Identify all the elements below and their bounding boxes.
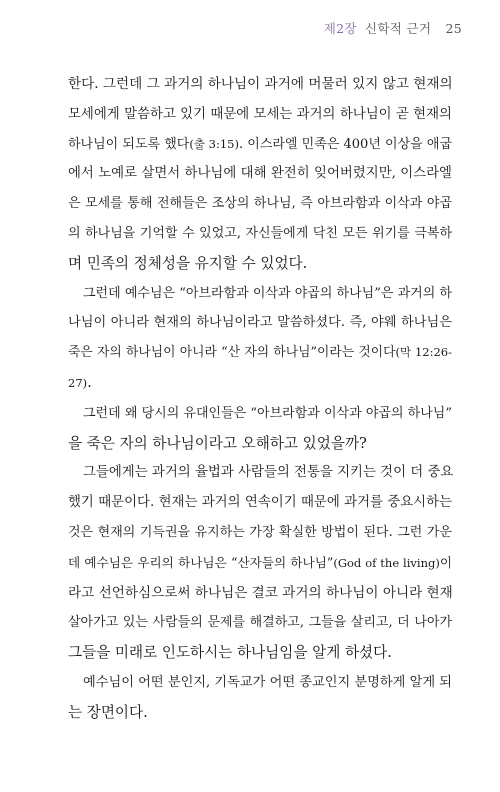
text-line: 그들에게는 과거의 율법과 사람들의 전통을 지키는 것이 더 중요 (83, 465, 454, 481)
text-span: . 이스라엘 민족은 400년 이상을 애굽 (238, 136, 452, 152)
scripture-reference: 27) (68, 375, 88, 390)
text-line (68, 130, 452, 160)
text-line: 것은 현재의 기득권을 유지하는 가장 확실한 방법이 된다. 그런 가운 (68, 524, 452, 540)
scripture-reference: (막 12:26- (395, 345, 452, 360)
chapter-label: 제2장 (323, 21, 357, 36)
text-line (68, 338, 452, 368)
text-line: 모세에게 말씀하고 있기 때문에 모세는 과거의 하나님이 곧 현재의 (68, 106, 452, 122)
text-line: 라고 선언하심으로써 하나님은 결코 과거의 하나님이 아니라 현재 (68, 584, 453, 601)
text-line: 그들을 미래로 인도하시는 하나님임을 알게 하셨다. (68, 644, 392, 662)
text-span: 죽은 자의 하나님이 아니라 “산 자의 하나님”이라는 것이다 (68, 345, 396, 361)
text-line: 에서 노예로 살면서 하나님에 대해 완전히 잊어버렸지만, 이스라엘 (68, 166, 452, 182)
text-line (68, 548, 452, 579)
text-span: . (87, 373, 92, 391)
text-line: 며 민족의 정체성을 유지할 수 있었다. (68, 254, 308, 272)
page-number: 25 (445, 21, 462, 36)
text-span: 하나님이 되도록 했다 (68, 136, 190, 152)
text-line: 는 장면이다. (68, 703, 148, 721)
text-line: 예수님이 어떤 분인지, 기독교가 어떤 종교인지 분명하게 알게 되 (83, 674, 452, 690)
text-line: 살아가고 있는 사람들의 문제를 해결하고, 그들을 살리고, 더 나아가 (68, 615, 452, 631)
text-line: 그런데 왜 당시의 유대인들은 “아브라함과 이삭과 야곱의 하나님” (83, 405, 452, 421)
text-line: 나님이 아니라 현재의 하나님이라고 말씀하셨다. 즉, 야웨 하나님은 (68, 315, 452, 331)
text-line: 했기 때문이다. 현재는 과거의 연속이기 때문에 과거를 중요시하는 (68, 495, 452, 511)
text-span: 데 예수님은 우리의 하나님은 “산자들의 하나님” (68, 554, 334, 570)
text-line: 은 모세를 통해 전해들은 조상의 하나님, 즉 아브라함과 이삭과 야곱 (68, 196, 452, 212)
text-span: 이 (439, 554, 452, 570)
text-line: 의 하나님을 기억할 수 있었고, 자신들에게 닥친 모든 위기를 극복하 (68, 225, 452, 241)
text-line: 을 죽은 자의 하나님이라고 오해하고 있었을까? (68, 434, 367, 452)
text-line: 한다. 그런데 그 과거의 하나님이 과거에 머물러 있지 않고 현재의 (68, 76, 453, 92)
text-line (68, 368, 452, 399)
text-line: 그런데 예수님은 “아브라함과 이삭과 야곱의 하나님”은 과거의 하 (83, 285, 452, 301)
scripture-reference: (출 3:15) (189, 136, 239, 151)
english-gloss: (God of the living) (333, 555, 440, 570)
chapter-title: 신학적 근거 (365, 21, 432, 36)
running-header (324, 19, 462, 37)
body-text (68, 70, 452, 728)
